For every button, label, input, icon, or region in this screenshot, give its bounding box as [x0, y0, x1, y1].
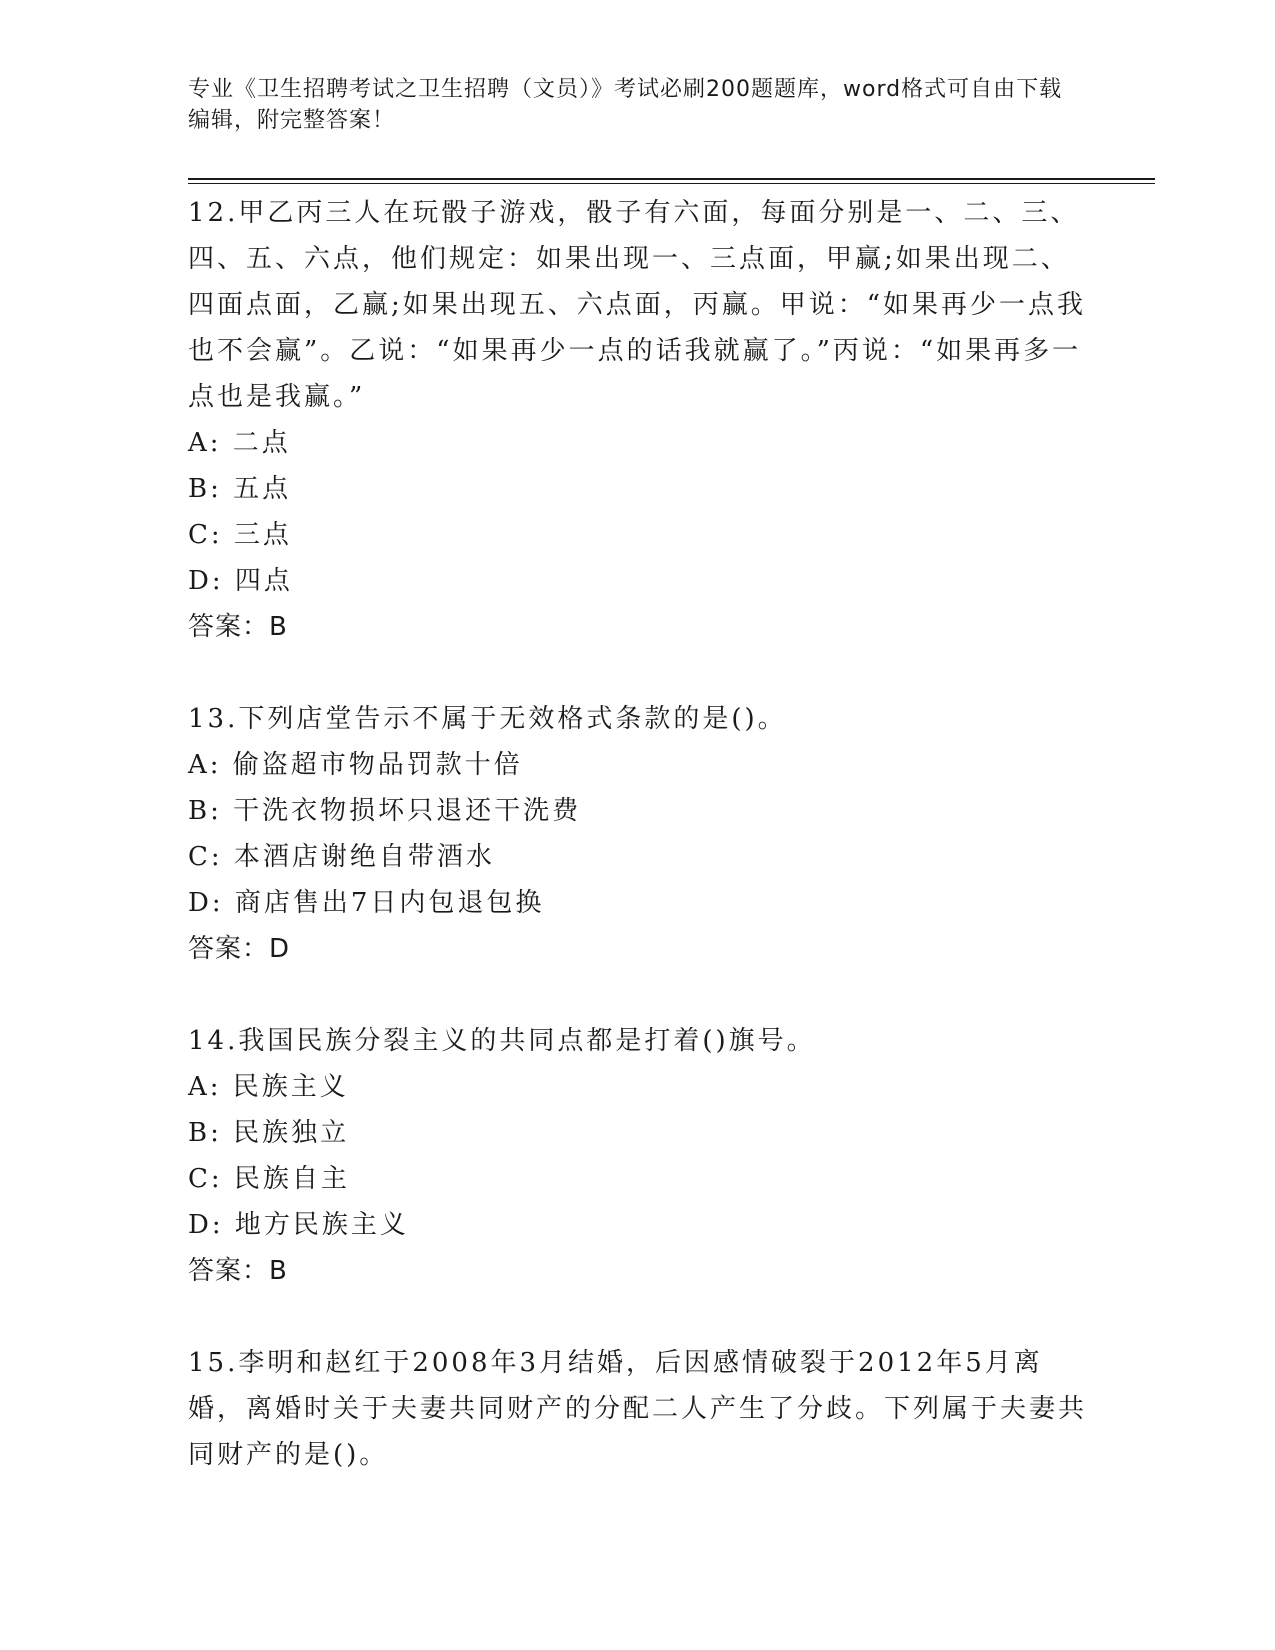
- option-a: A: 民族主义: [188, 1072, 349, 1102]
- header-rule-thin: [188, 183, 1155, 184]
- question-list: [188, 190, 1088, 1478]
- option-b: B: 干洗衣物损坏只退还干洗费: [188, 796, 582, 826]
- document-header: 专业《卫生招聘考试之卫生招聘（文员）》考试必刷200题题库，word格式可自由下载编辑，附完整答案！: [188, 77, 1063, 133]
- option-b: B: 五点: [188, 474, 292, 504]
- answer-line: 答案：B: [188, 1256, 288, 1286]
- question-block: [188, 1018, 1088, 1294]
- question-block: [188, 696, 1088, 972]
- question-stem: 13.下列店堂告示不属于无效格式条款的是()。: [188, 704, 787, 734]
- question-stem: 14.我国民族分裂主义的共同点都是打着()旗号。: [188, 1026, 816, 1056]
- question-block: [188, 1340, 1088, 1478]
- question-block: [188, 190, 1088, 650]
- answer-line: 答案：D: [188, 934, 291, 964]
- option-d: D: 四点: [188, 566, 293, 596]
- option-c: C: 三点: [188, 520, 292, 550]
- answer-line: 答案：B: [188, 612, 288, 642]
- question-stem: 12.甲乙丙三人在玩骰子游戏，骰子有六面，每面分别是一、二、三、四、五、六点，他们规定：如果出现一、三点面，甲赢;如果出现二、四面点面，乙赢;如果出现五、六点面，丙赢。甲说：“如果再少一点我也不会赢”。乙说：“如果再少一点的话我就赢了。”丙说：“如果再多一点也是我赢。”: [188, 198, 1087, 412]
- option-b: B: 民族独立: [188, 1118, 350, 1148]
- option-d: D: 地方民族主义: [188, 1210, 409, 1240]
- option-a: A: 二点: [188, 428, 291, 458]
- question-stem: 15.李明和赵红于2008年3月结婚，后因感情破裂于2012年5月离婚，离婚时关于夫妻共同财产的分配二人产生了分歧。下列属于夫妻共同财产的是()。: [188, 1348, 1088, 1470]
- option-c: C: 民族自主: [188, 1164, 350, 1194]
- option-d: D: 商店售出7日内包退包换: [188, 888, 545, 918]
- option-a: A: 偷盗超市物品罚款十倍: [188, 750, 523, 780]
- header-rule-thick: [188, 178, 1155, 180]
- option-c: C: 本酒店谢绝自带酒水: [188, 842, 495, 872]
